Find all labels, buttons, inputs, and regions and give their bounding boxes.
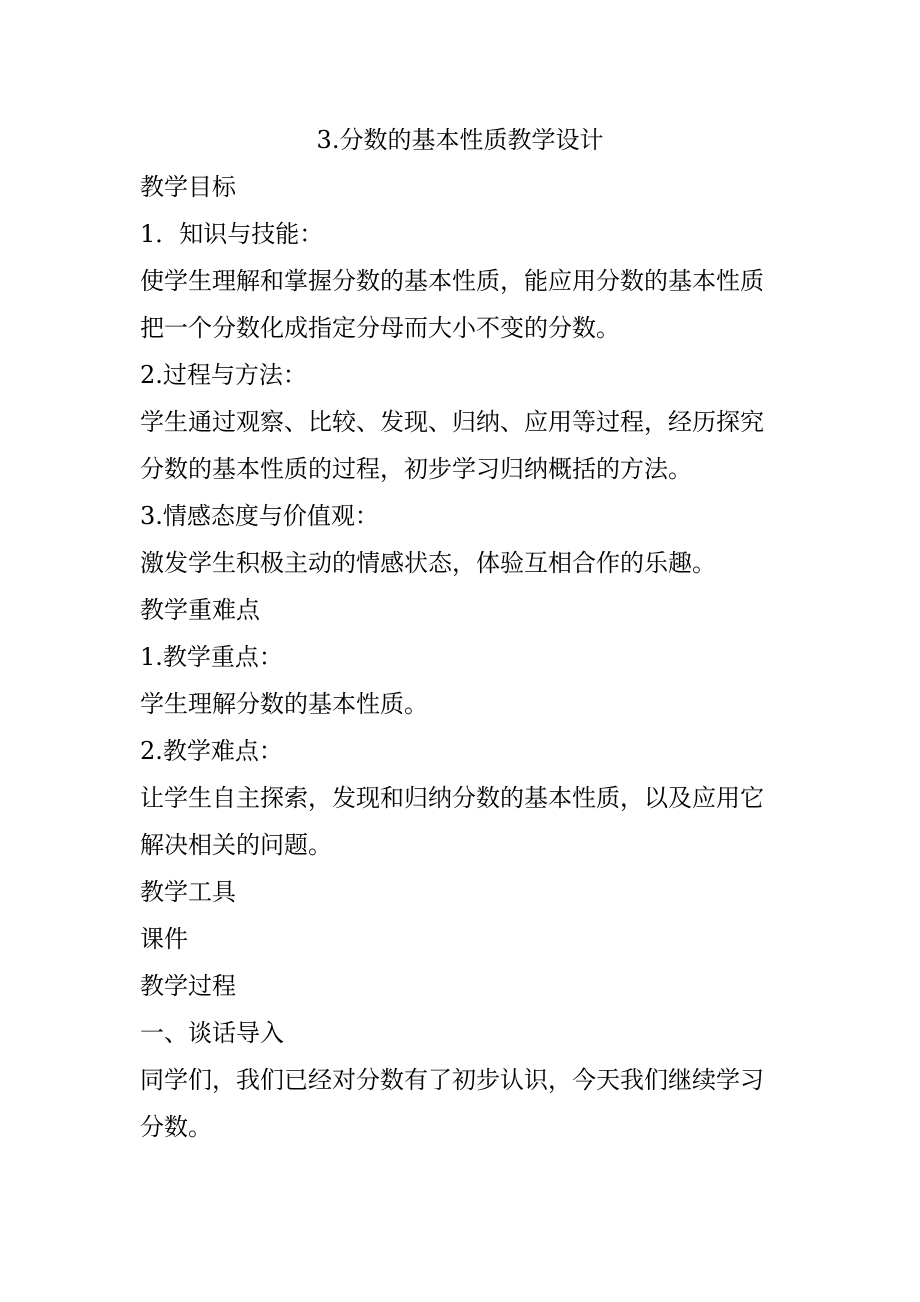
document-title: 3.分数的基本性质教学设计 bbox=[316, 126, 604, 154]
section-heading-teaching-process: 教学过程 bbox=[140, 972, 236, 1000]
paragraph-line: 同学们，我们已经对分数有了初步认识，今天我们继续学习 bbox=[140, 1066, 764, 1094]
paragraph-line: 解决相关的问题。 bbox=[140, 831, 332, 859]
subheading-introduction: 一、谈话导入 bbox=[140, 1019, 284, 1047]
section-heading-teaching-tools: 教学工具 bbox=[140, 878, 236, 906]
document-body bbox=[140, 164, 790, 1151]
paragraph-line: 让学生自主探索，发现和归纳分数的基本性质，以及应用它 bbox=[140, 784, 764, 812]
paragraph-line: 激发学生积极主动的情感状态，体验互相合作的乐趣。 bbox=[140, 549, 716, 577]
section-heading-teaching-goals: 教学目标 bbox=[140, 173, 236, 201]
paragraph-line: 课件 bbox=[140, 925, 188, 953]
paragraph-line: 使学生理解和掌握分数的基本性质，能应用分数的基本性质 bbox=[140, 267, 764, 295]
paragraph-line: 学生理解分数的基本性质。 bbox=[140, 690, 428, 718]
subheading-attitude-values: 3.情感态度与价值观： bbox=[140, 502, 379, 530]
subheading-difficult-point: 2.教学难点： bbox=[140, 737, 283, 765]
subheading-process-method: 2.过程与方法： bbox=[140, 361, 307, 389]
subheading-knowledge-skills: 1．知识与技能： bbox=[140, 220, 324, 248]
paragraph-line: 分数的基本性质的过程，初步学习归纳概括的方法。 bbox=[140, 455, 692, 483]
paragraph-line: 分数。 bbox=[140, 1113, 212, 1141]
subheading-key-point: 1.教学重点： bbox=[140, 643, 283, 671]
paragraph-line: 学生通过观察、比较、发现、归纳、应用等过程，经历探究 bbox=[140, 408, 764, 436]
paragraph-line: 把一个分数化成指定分母而大小不变的分数。 bbox=[140, 314, 620, 342]
section-heading-key-difficult-points: 教学重难点 bbox=[140, 596, 260, 624]
